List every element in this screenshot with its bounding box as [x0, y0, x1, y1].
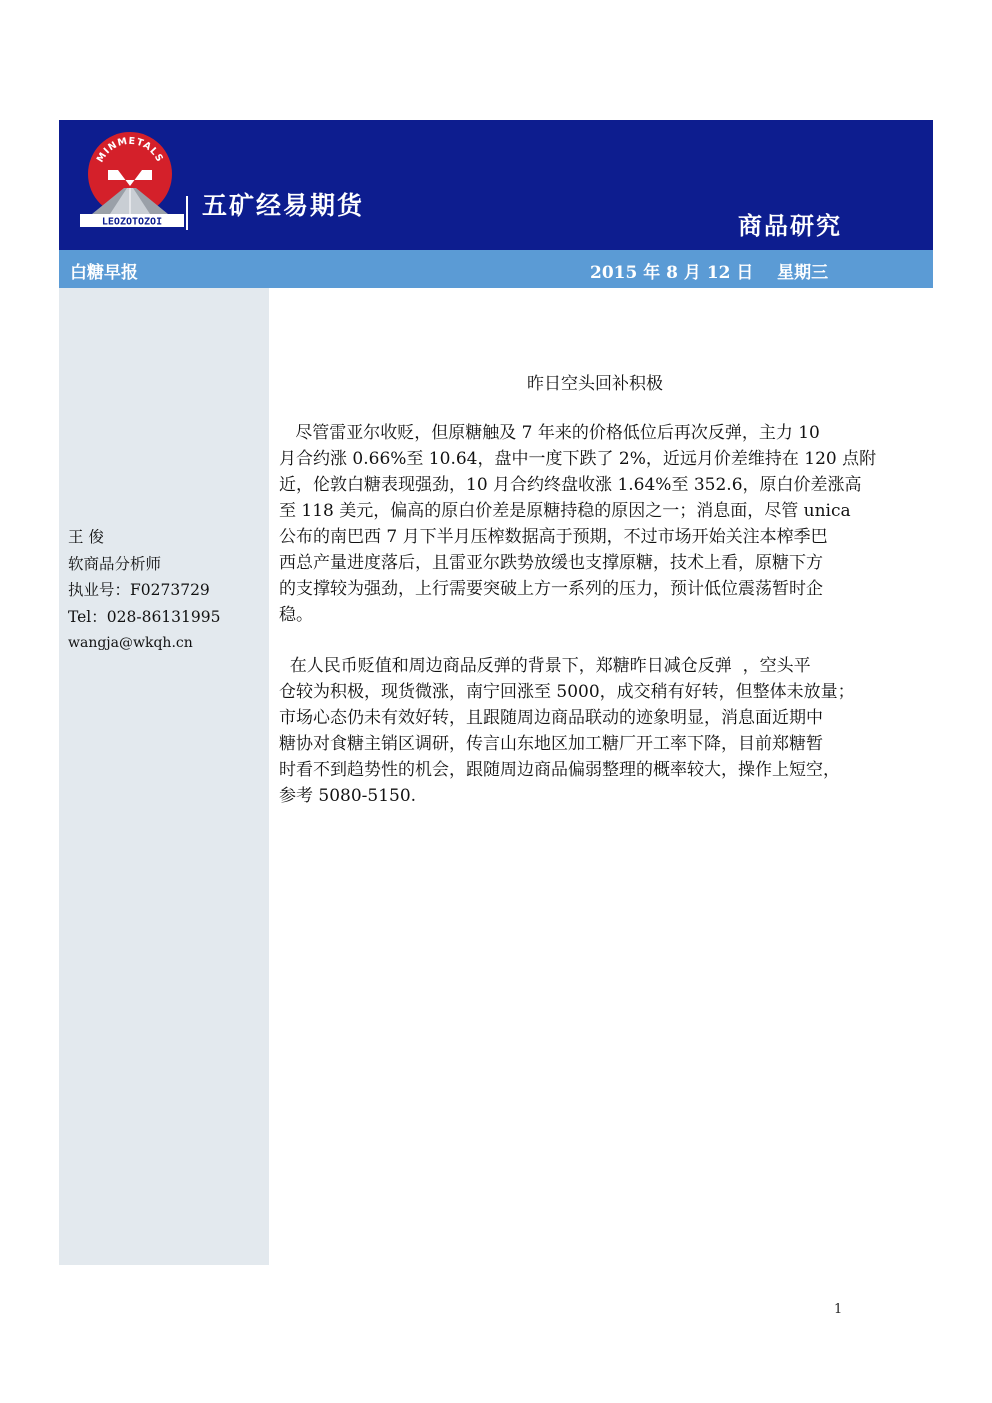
paragraph-line: 尽管雷亚尔收贬，但原糖触及 7 年来的价格低位后再次反弹，主力 10 — [279, 423, 820, 443]
paragraph-line: 参考 5080-5150. — [279, 786, 417, 806]
paragraph-line: 时看不到趋势性的机会，跟随周边商品偏弱整理的概率较大，操作上短空， — [279, 760, 840, 780]
paragraph-line: 公布的南巴西 7 月下半月压榨数据高于预期，不过市场开始关注本榨季巴 — [279, 527, 828, 547]
analyst-tel: Tel：028-86131995 — [68, 607, 221, 626]
paragraph-line: 稳。 — [279, 605, 313, 625]
company-logo — [78, 130, 186, 230]
analyst-email[interactable]: wangja@wkqh.cn — [68, 635, 193, 651]
article-paragraph-1 — [279, 420, 927, 628]
paragraph-line: 近，伦敦白糖表现强劲，10 月合约终盘收涨 1.64%至 352.6，原白价差涨高 — [279, 475, 862, 495]
section-label: 商品研究 — [738, 212, 842, 240]
paragraph-line: 的支撑较为强劲，上行需要突破上方一系列的压力，预计低位震荡暂时企 — [279, 579, 823, 599]
report-type: 白糖早报 — [70, 263, 138, 283]
paragraph-line: 仓较为积极，现货微涨，南宁回涨至 5000，成交稍有好转，但整体未放量； — [279, 682, 855, 702]
logo-divider — [186, 196, 188, 230]
paragraph-line: 市场心态仍未有效好转，且跟随周边商品联动的迹象明显，消息面近期中 — [279, 708, 823, 728]
paragraph-line: 至 118 美元，偏高的原白价差是原糖持稳的原因之一；消息面，尽管 unica — [279, 501, 851, 521]
paragraph-line: 月合约涨 0.66%至 10.64，盘中一度下跌了 2%，近远月价差维持在 120 点附 — [279, 449, 877, 469]
analyst-title: 软商品分析师 — [68, 554, 162, 573]
report-date: 2015 年 8 月 12 日 星期三 — [590, 263, 829, 283]
paragraph-line: 糖协对食糖主销区调研，传言山东地区加工糖厂开工率下降，目前郑糖暂 — [279, 734, 823, 754]
logo-code: LEOZOTOZOI — [101, 216, 163, 228]
paragraph-line: 在人民币贬值和周边商品反弹的背景下，郑糖昨日减仓反弹 ，空头平 — [279, 656, 811, 676]
analyst-license: 执业号：F0273729 — [68, 581, 210, 599]
article-title: 昨日空头回补积极 — [527, 374, 663, 394]
analyst-info — [68, 524, 220, 657]
logo-text: MINMETALS — [94, 135, 166, 165]
page-number: 1 — [834, 1302, 843, 1317]
article-paragraph-2 — [279, 653, 927, 809]
company-name: 五矿经易期货 — [202, 191, 365, 220]
analyst-sidebar — [59, 288, 269, 1265]
analyst-name: 王 俊 — [68, 528, 104, 546]
paragraph-line: 西总产量进度落后，且雷亚尔跌势放缓也支撑原糖，技术上看，原糖下方 — [279, 553, 823, 573]
